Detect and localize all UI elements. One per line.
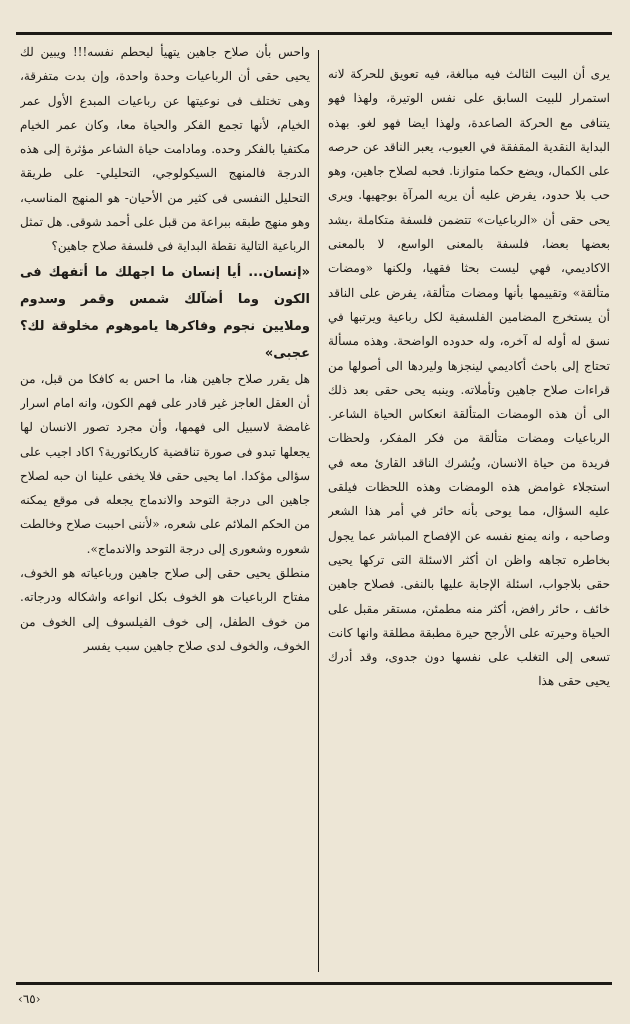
bottom-rule xyxy=(16,982,612,985)
column-divider xyxy=(318,50,319,972)
page-number: ‹٦٥› xyxy=(18,992,41,1006)
left-column xyxy=(20,40,310,975)
quatrain-quote: «إنسان... أيا إنسان ما اجهلك ما أتفهك فى الكون وما أضآلك شمس وقمر وسدوم وملايين نجوم وفاكرها ياموهوم مخلوقة لك؟ عجبى» xyxy=(20,264,310,361)
right-column-paragraph: يرى أن البيت الثالث فيه مبالغة، فيه تعويق للحركة لانه استمرار للبيت السابق على نفس الوتيرة، ولهذا فهو يتنافى مع الحركة الصاعدة، ولهذا ايضا فهو لغو. بهذه البداية النقدية المقفقة في العيوب، يعبر الناقد عن حرصه على الكمال، ويضع حكما متوازنا. فحبه لصلاح جاهين، وهو حب بلا حدود، يفرض عليه أن يريه المرآة بوجهيها. ويرى يحى حقى أن «الرباعيات» تتضمن فلسفة متكاملة ،يشد بعضها بعضا، فلسفة بالمعنى الواسع، لا بالمعنى الاكاديمي، فهي ليست بحثا فقهيا، ولكنها «ومضات متألقة» وتقييمها بأنها ومضات متألقة، يفرض على الناقد أن يستخرج المضامين الفلسفية لكل رباعية ويرتبها في نسق له أوله له آخره، وله حدوده الواضحة. وهذه مسألة تحتاج إلى باحث أكاديمي لينجزها وليردها الى أصولها من قراءات صلاح جاهين وتأملاته. وينبه يحى حقى بعد ذلك الى أن هذه الومضات المتألقة انعكاس الحياة الشاعر. الرباعيات ومضات متألقة من فكر المفكر، ولحظات فريدة من حياة الانسان، ويُشرك الناقد القارئ معه في استجلاء غوامض هذه الومضات وهذه اللحظات فيلقى عليه السؤال، مما يوحى بأنه حائر في أمر هذا الشعر وصاحبه ، وانه يمنع نفسه عن الإفصاح المباشر عما يجول بخاطره تجاهه واظن ان أكثر الاسئلة التى تركها يحيى حقى بلاجواب، اسئلة الإجابة عليها بالنفى. فصلاح جاهين خائف ، حائر رافض، أكثر منه مطمئن، مستقر مقبل على الحياة وحيرته على الأرجح حيرة مطبقة مطلقة وانها كانت تسعى إلى التغلب على نفسها دون جدوى، وقد أدرك يحيى حقى هذا xyxy=(328,67,610,689)
right-column xyxy=(328,62,610,997)
left-column-paragraph-2: هل يقرر صلاح جاهين هنا، ما احس به كافكا من قبل، من أن العقل العاجز غير قادر على فهم الكون، وانه امام اسرار غامضة لاسبيل الى فهمها، وأن مجرد تصور الانسان لها يجعلها تبدو فى صورة تناقضية كاريكاتورية؟ اكاد اجيب على سؤالى مؤكدا. اما يحيى حقى فلا يخفى علينا ان حبه لصلاح جاهين الى درجة التوحد والاندماج يجعله فى موقع يمكنه من الحكم الملائم على شعره، «لأننى احببت صلاح وخالطت شعوره وشعورى إلى درجة التوحد والاندماج». xyxy=(20,371,310,556)
top-rule xyxy=(16,32,612,35)
left-column-paragraph-3: منطلق يحيى حقى إلى صلاح جاهين ورباعياته هو الخوف، مفتاح الرباعيات هو الخوف بكل انواعه واشكاله ودرجاته. من خوف الطفل، إلى خوف الفيلسوف إلى الخوف من الخوف، والخوف لدى صلاح جاهين سبب يفسر xyxy=(20,566,310,653)
left-column-paragraph-1: واحس بأن صلاح جاهين يتهيأ ليحطم نفسه!!! ويبين لك يحيى حقى أن الرباعيات وحدة واحدة، وإن بدت متفرقة، وهى تختلف فى نوعيتها عن رباعيات المبدع الأول عمر الخيام، لأنها تجمع الفكر والحياة معا، وكان عمر الخيام مكتفيا بالفكر وحده. ومادامت حياة الشاعر مؤثرة إلى هذه الدرجة فالمنهج السيكولوجي، التحليلي- على طريقة التحليل النفسى فى كثير من الأحيان- هو المنهج المناسب، وهو منهج طبقه ببراعة من قبل على أحمد شوقى. هل تمثل الرباعية التالية نقطة البداية فى فلسفة صلاح جاهين؟ xyxy=(20,45,310,254)
